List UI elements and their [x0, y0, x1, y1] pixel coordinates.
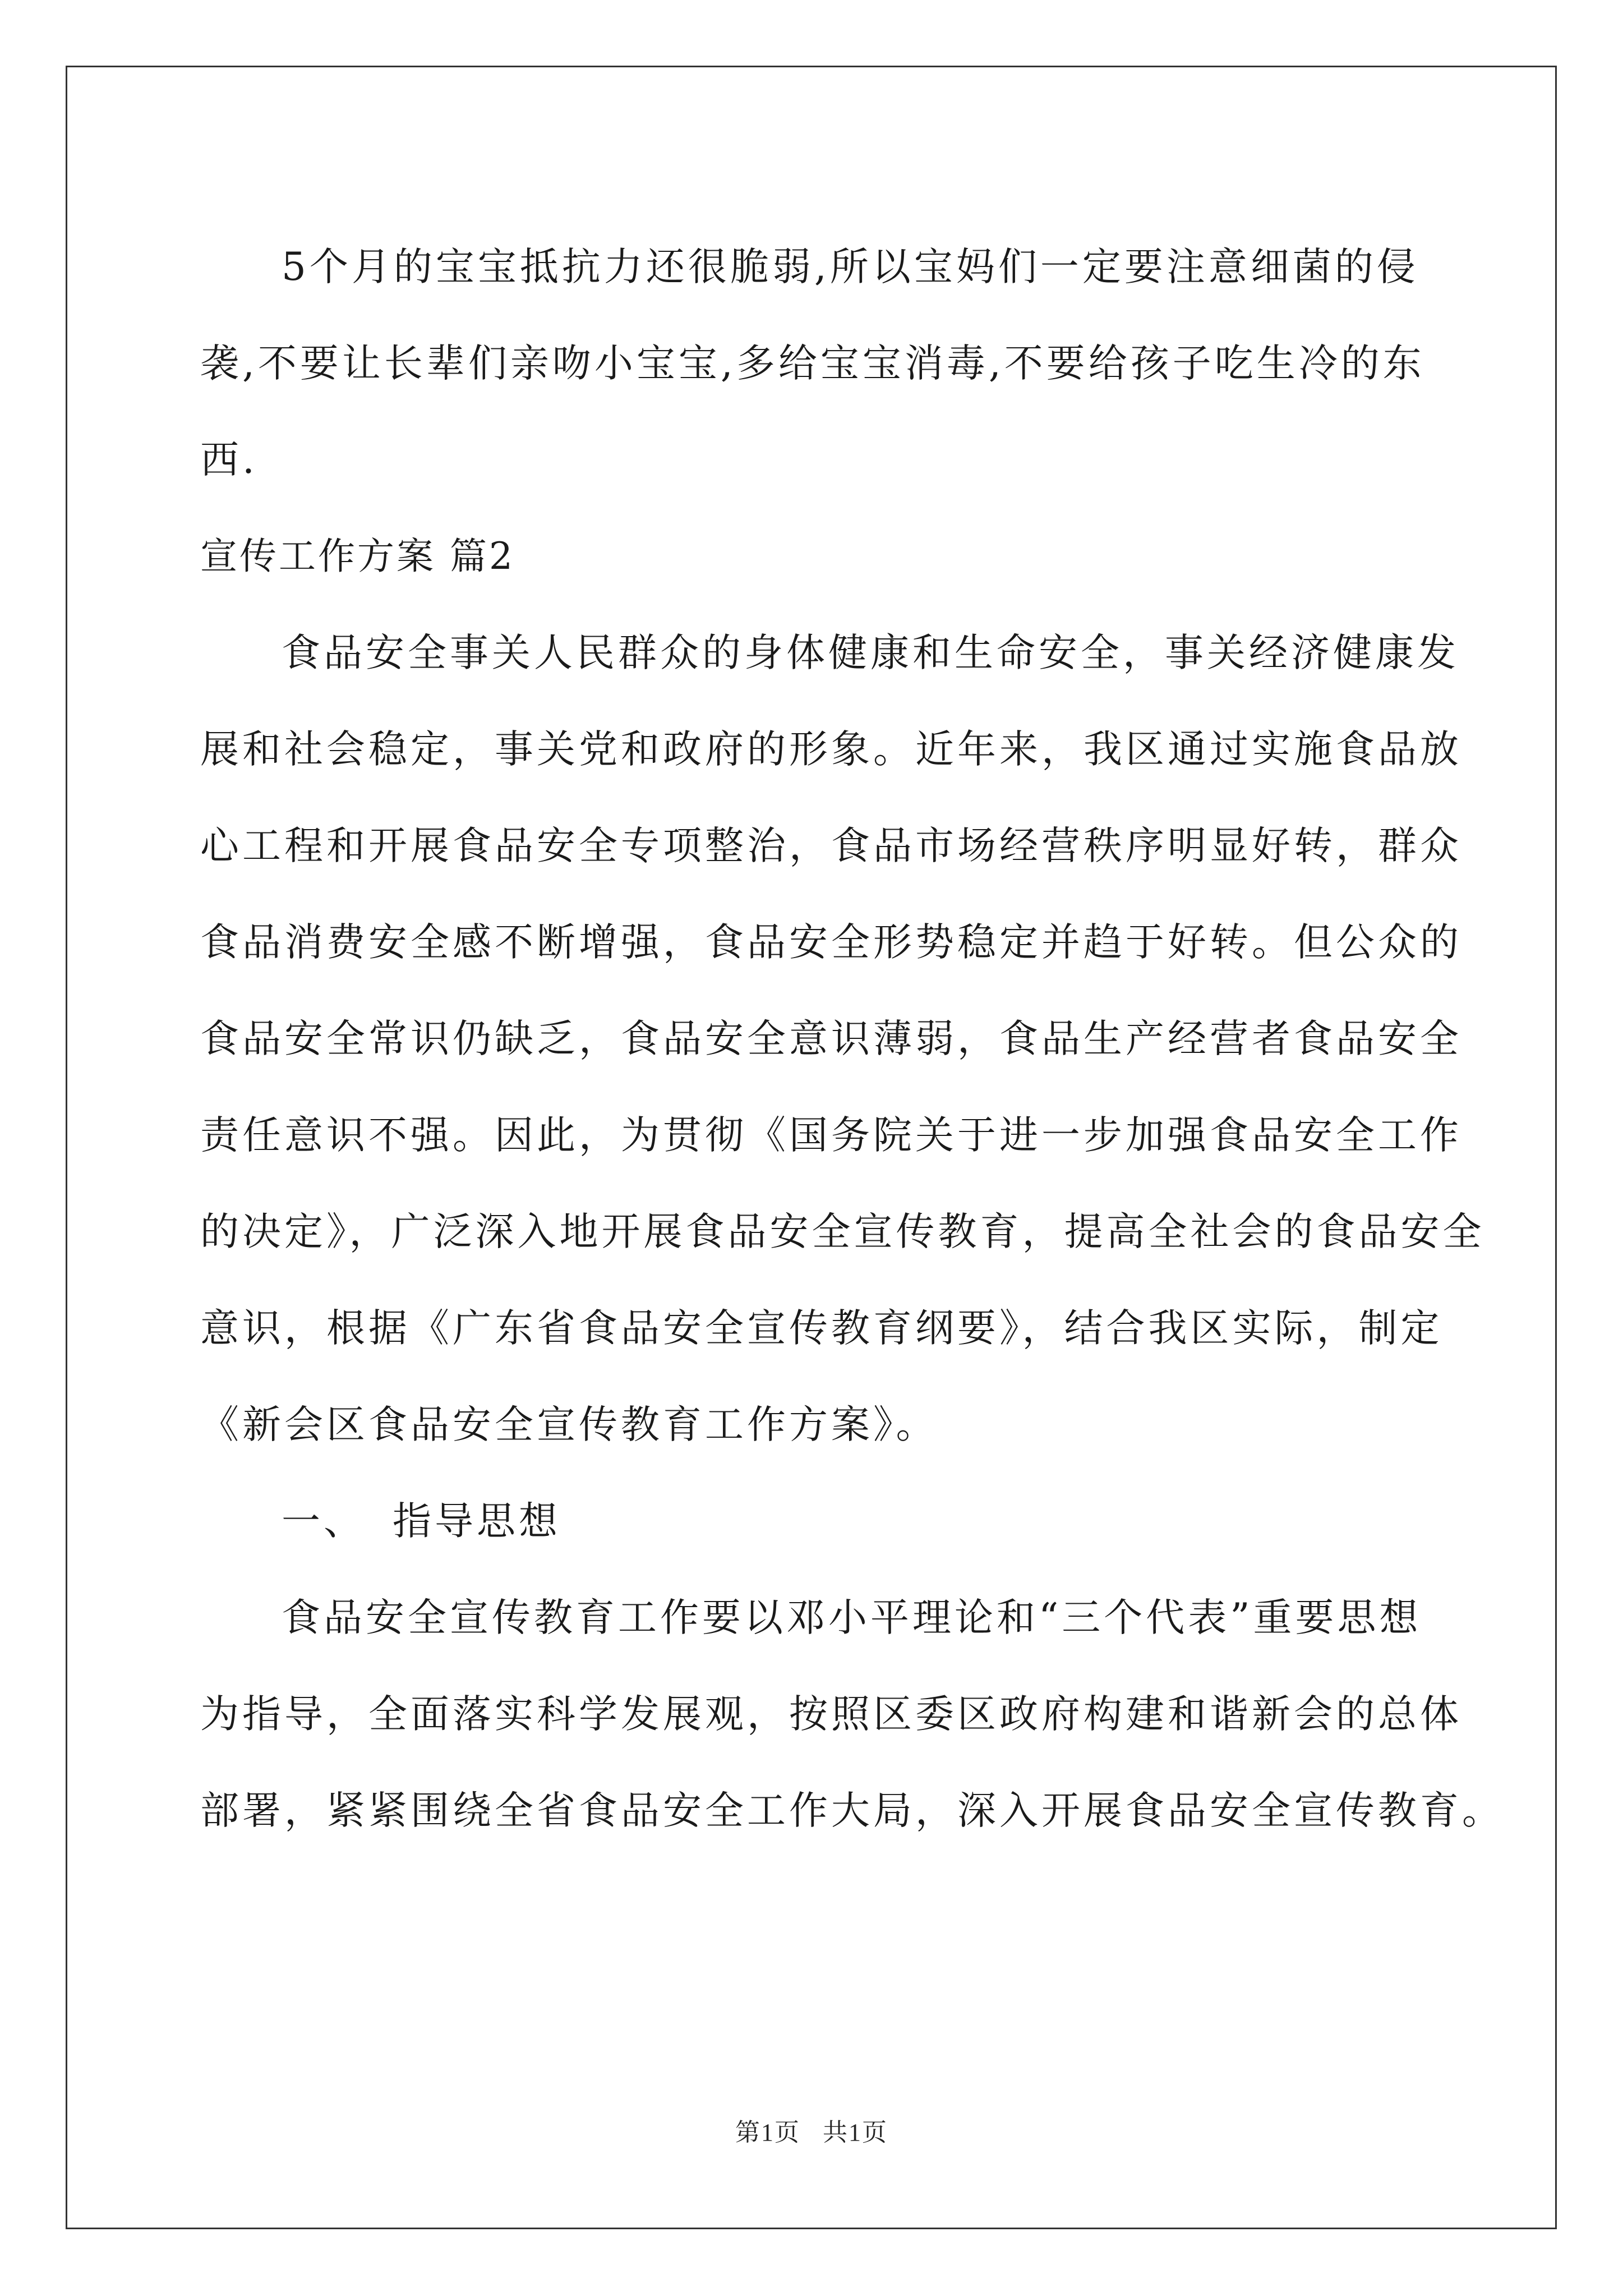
subheading	[200, 1473, 1428, 1570]
paragraph-2-line: 部署，紧紧围绕全省食品安全工作大局，深入开展食品安全宣传教育。	[200, 1788, 1504, 1833]
page-footer	[0, 2112, 1623, 2148]
paragraph-1-line: 展和社会稳定，事关党和政府的形象。近年来，我区通过实施食品放	[200, 727, 1462, 772]
page-number-total: 共1页	[823, 2119, 888, 2146]
paragraph-1-line: 的决定》，广泛深入地开展食品安全宣传教育，提高全社会的食品安全	[200, 1209, 1485, 1254]
paragraph-2-line: 食品安全宣传教育工作要以邓小平理论和“三个代表”重要思想	[282, 1595, 1422, 1640]
intro-line: 袭,不要让长辈们亲吻小宝宝,多给宝宝消毒,不要给孩子吃生冷的东	[200, 341, 1425, 386]
paragraph-1-line: 《新会区食品安全宣传教育工作方案》。	[200, 1402, 938, 1447]
intro-line: 西.	[200, 438, 258, 482]
paragraph-1-line: 食品消费安全感不断增强，食品安全形势稳定并趋于好转。但公众的	[200, 920, 1462, 965]
paragraph-1-line: 食品安全事关人民群众的身体健康和生命安全，事关经济健康发	[282, 631, 1459, 675]
paragraph-2-line: 为指导，全面落实科学发展观，按照区委区政府构建和谐新会的总体	[200, 1692, 1462, 1737]
section-title: 宣传工作方案 篇2	[200, 535, 515, 578]
paragraph-1-line: 食品安全常识仍缺乏，食品安全意识薄弱，食品生产经营者食品安全	[200, 1016, 1462, 1061]
paragraph-1-line: 责任意识不强。因此，为贯彻《国务院关于进一步加强食品安全工作	[200, 1113, 1462, 1158]
paragraph-1-line: 心工程和开展食品安全专项整治，食品市场经营秩序明显好转，群众	[200, 823, 1462, 868]
page-number-current: 第1页	[735, 2119, 800, 2146]
intro-line: 5个月的宝宝抵抗力还很脆弱,所以宝妈们一定要注意细菌的侵	[282, 245, 1419, 289]
subheading-label: 指导思想	[393, 1499, 561, 1544]
subheading-number: 一、	[282, 1499, 366, 1544]
paragraph-1-line: 意识，根据《广东省食品安全宣传教育纲要》，结合我区实际，制定	[200, 1306, 1443, 1351]
document-body	[200, 219, 1504, 1859]
